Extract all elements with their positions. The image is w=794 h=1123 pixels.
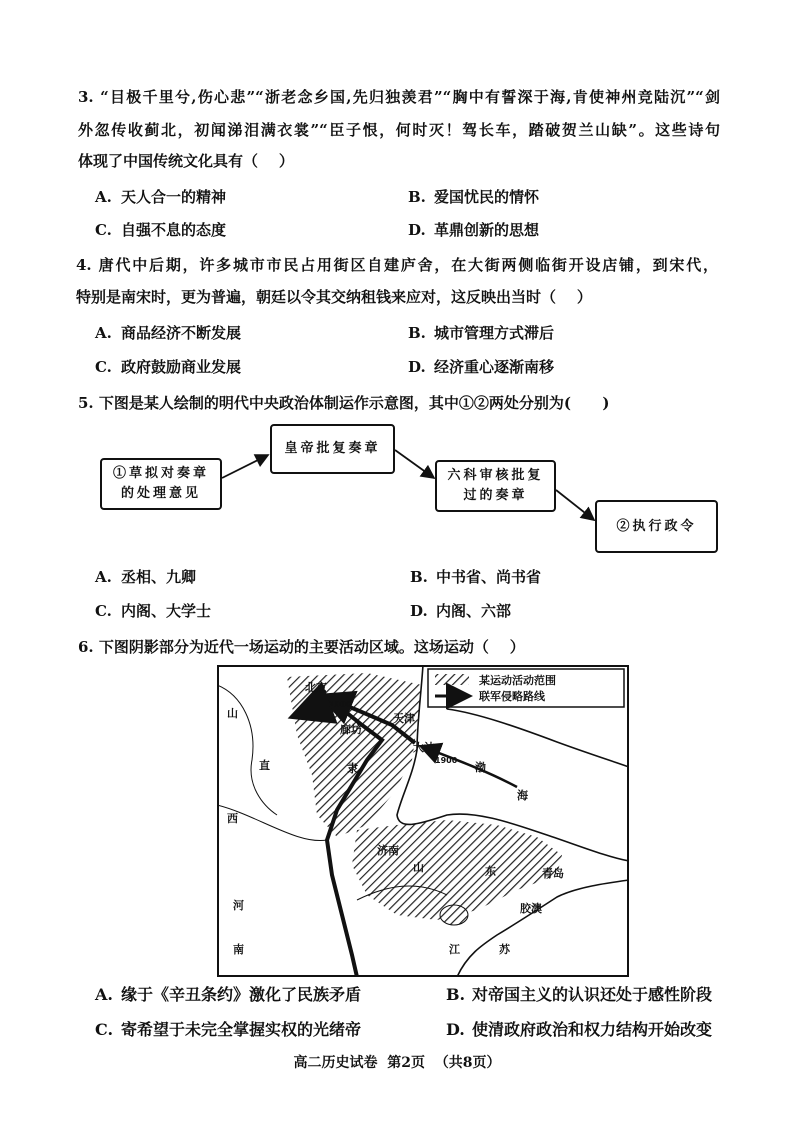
q5-option-b[interactable] bbox=[410, 566, 541, 588]
box-text: 六科审核批复 bbox=[447, 468, 544, 483]
option-letter: B. bbox=[446, 985, 466, 1004]
option-letter: D. bbox=[410, 602, 428, 620]
option-text: 对帝国主义的认识还处于感性阶段 bbox=[472, 985, 713, 1004]
map-label-zhi: 直 bbox=[259, 759, 270, 772]
map-label-bo: 渤 bbox=[475, 761, 486, 774]
option-letter: D. bbox=[408, 221, 426, 239]
option-text: 爱国忧民的情怀 bbox=[434, 188, 540, 206]
box-text: 过的奏章 bbox=[463, 488, 528, 503]
diagram-box-execute-orders bbox=[595, 500, 718, 553]
option-letter: C. bbox=[95, 221, 112, 239]
map-label-he: 河 bbox=[233, 899, 244, 912]
option-letter: C. bbox=[95, 1020, 114, 1039]
q6-option-c[interactable] bbox=[95, 1019, 361, 1041]
arrow-box3-to-box4 bbox=[556, 490, 594, 520]
arrow-box2-to-box3 bbox=[395, 450, 434, 478]
option-letter: D. bbox=[408, 358, 426, 376]
map-label-jiaoao: 胶澳 bbox=[520, 902, 542, 915]
box-text: ①草拟对奏章 bbox=[112, 466, 209, 481]
option-text: 内阁、大学士 bbox=[121, 602, 212, 620]
option-text: 政府鼓励商业发展 bbox=[121, 358, 242, 376]
option-text: 商品经济不断发展 bbox=[121, 324, 242, 342]
map-label-tianjin: 天津 bbox=[393, 712, 415, 725]
option-text: 缘于《辛丑条约》激化了民族矛盾 bbox=[121, 985, 362, 1004]
map-label-dong: 东 bbox=[485, 865, 496, 878]
q5-stem-line-1: 5. 下图是某人绘制的明代中央政治体制运作示意图，其中①②两处分别为( ) bbox=[78, 394, 610, 412]
map-label-shan-shandong: 山 bbox=[413, 861, 424, 874]
q4-stem-line-1: 4. 唐代中后期，许多城市市民占用街区自建庐舍，在大街两侧临街开设店铺，到宋代， bbox=[76, 256, 718, 274]
map-label-year-1: 1900 bbox=[329, 700, 352, 709]
q3-stem-line-1: 3. “目极千里兮,伤心悲”“浙老念乡国,先归独羡君”“胸中有誓深于海,肯使神州竞陆沉”“剑 bbox=[78, 88, 720, 106]
option-letter: A. bbox=[95, 188, 112, 206]
option-letter: A. bbox=[95, 985, 113, 1004]
legend-area-label: 某运动活动范围 bbox=[479, 674, 556, 687]
option-letter: C. bbox=[95, 602, 112, 620]
option-text: 内阁、六部 bbox=[436, 602, 512, 620]
q6-stem-line-1: 6. 下图阴影部分为近代一场运动的主要活动区域。这场运动（ ） bbox=[78, 638, 525, 656]
map-frame bbox=[218, 666, 628, 976]
map-label-su: 苏 bbox=[499, 943, 510, 956]
option-letter: B. bbox=[410, 568, 428, 586]
activity-area-small bbox=[440, 905, 468, 925]
option-text: 中书省、尚书省 bbox=[436, 568, 542, 586]
map-label-langfang: 廊坊 bbox=[340, 723, 362, 736]
page-footer: 高二历史试卷 第2页 （共8页） bbox=[293, 1055, 501, 1071]
q5-option-c[interactable] bbox=[95, 600, 211, 622]
q6-option-a[interactable] bbox=[95, 984, 361, 1006]
q3-stem-line-3: 体现了中国传统文化具有（ ） bbox=[78, 152, 294, 170]
map-label-nan: 南 bbox=[233, 943, 244, 956]
legend-hatch-swatch bbox=[435, 674, 469, 685]
option-letter: C. bbox=[95, 358, 112, 376]
diagram-box-six-offices-review bbox=[435, 460, 556, 512]
option-letter: B. bbox=[408, 324, 426, 342]
option-text: 丞相、九卿 bbox=[121, 568, 197, 586]
q5-option-d[interactable] bbox=[410, 600, 511, 622]
boxer-movement-map bbox=[217, 665, 629, 977]
map-label-jiang: 江 bbox=[449, 943, 460, 956]
arrow-box1-to-box2 bbox=[222, 455, 268, 478]
q5-option-a[interactable] bbox=[95, 566, 196, 588]
map-label-xi: 西 bbox=[227, 812, 238, 825]
q6-option-d[interactable] bbox=[446, 1019, 712, 1041]
option-text: 使清政府政治和权力结构开始改变 bbox=[472, 1020, 713, 1039]
map-label-year-2: 1900 bbox=[435, 756, 458, 765]
option-letter: D. bbox=[446, 1020, 465, 1039]
map-label-hai: 海 bbox=[517, 789, 528, 802]
q6-option-b[interactable] bbox=[446, 984, 712, 1006]
map-label-dagu: 大沽 bbox=[413, 741, 435, 754]
map-label-jinan: 济南 bbox=[377, 844, 399, 857]
option-text: 寄希望于未完全掌握实权的光绪帝 bbox=[121, 1020, 362, 1039]
option-letter: B. bbox=[408, 188, 426, 206]
map-label-beijing: 北京 bbox=[305, 681, 327, 694]
q3-stem-line-2: 外忽传收蓟北，初闻涕泪满衣裳”“臣子恨，何时灭！驾长车，踏破贺兰山缺”。这些诗句 bbox=[78, 121, 720, 139]
option-text: 经济重心逐渐南移 bbox=[434, 358, 555, 376]
box-text: 皇帝批复奏章 bbox=[284, 441, 381, 456]
diagram-box-emperor-reply bbox=[270, 424, 395, 474]
option-letter: A. bbox=[95, 568, 112, 586]
diagram-box-draft-opinion bbox=[100, 458, 222, 510]
option-text: 自强不息的态度 bbox=[121, 221, 227, 239]
option-text: 城市管理方式滞后 bbox=[434, 324, 555, 342]
map-label-shan-shanxi: 山 bbox=[227, 707, 238, 720]
box-text: 的处理意见 bbox=[120, 486, 201, 501]
option-text: 天人合一的精神 bbox=[121, 188, 227, 206]
option-letter: A. bbox=[95, 324, 112, 342]
map-label-li: 隶 bbox=[347, 762, 358, 775]
q4-stem-line-2: 特别是南宋时，更为普遍，朝廷以令其交纳租钱来应对，这反映出当时（ ） bbox=[76, 288, 592, 306]
box-text: ②执行政令 bbox=[616, 518, 697, 534]
option-text: 革鼎创新的思想 bbox=[434, 221, 540, 239]
map-label-qingdao: 青岛 bbox=[542, 867, 564, 880]
legend-route-label: 联军侵略路线 bbox=[479, 690, 545, 703]
